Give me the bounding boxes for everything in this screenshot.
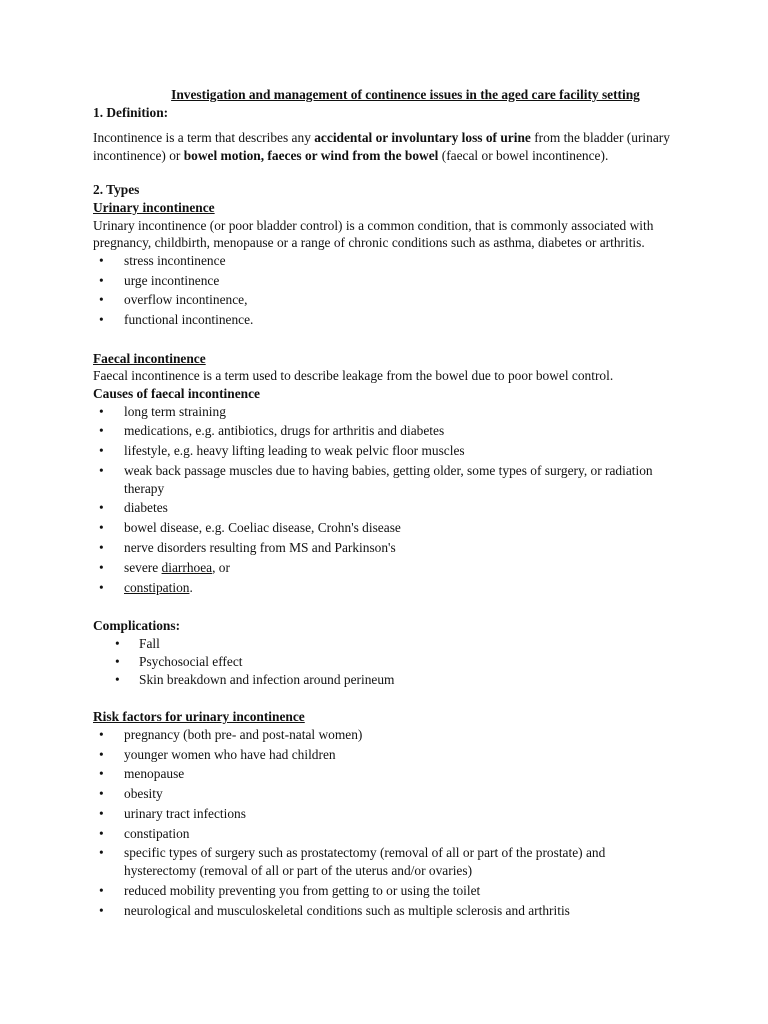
list-item: • reduced mobility preventing you from getting to or using the toilet	[93, 882, 678, 900]
list-item: • overflow incontinence,	[93, 291, 678, 309]
faecal-causes-heading: Causes of faecal incontinence	[93, 386, 260, 402]
list-item: • Fall	[93, 635, 678, 653]
list-item: • medications, e.g. antibiotics, drugs for arthritis and diabetes	[93, 422, 678, 440]
definition-bold-2: bowel motion, faeces or wind from the bowel	[183, 147, 439, 163]
list-item: • Psychosocial effect	[93, 653, 678, 671]
complications-heading: Complications:	[93, 618, 181, 634]
list-item: • neurological and musculoskeletal conditions such as multiple sclerosis and arthritis	[93, 902, 678, 920]
list-item: • weak back passage muscles due to having babies, getting older, some types of surgery, or radiation therapy	[93, 462, 678, 497]
complications-list	[93, 635, 678, 689]
document-title: Investigation and management of continence issues in the aged care facility setting	[171, 87, 640, 102]
list-item	[93, 579, 678, 597]
list-item: • long term straining	[93, 403, 678, 421]
definition-paragraph	[93, 129, 678, 164]
definition-bold-1: accidental or involuntary loss of urine	[314, 130, 531, 146]
types-heading: 2. Types	[93, 182, 140, 198]
severe-suffix: , or	[212, 559, 230, 575]
list-item: • specific types of surgery such as prostatectomy (removal of all or part of the prostate) and hysterectomy (removal of all or part of the uterus and/or ovaries)	[93, 844, 678, 879]
list-item: • stress incontinence	[93, 252, 678, 270]
definition-heading: 1. Definition:	[93, 104, 169, 120]
list-item: • diabetes	[93, 499, 678, 517]
list-item	[93, 559, 678, 577]
list-item: • urge incontinence	[93, 272, 678, 290]
list-item: • pregnancy (both pre- and post-natal women)	[93, 726, 678, 744]
severe-text: severe	[124, 559, 162, 575]
risk-factors-heading: Risk factors for urinary incontinence	[93, 709, 305, 725]
faecal-causes-list	[93, 403, 678, 596]
constipation-link[interactable]: constipation	[124, 579, 190, 595]
list-item: • bowel disease, e.g. Coeliac disease, Crohn's disease	[93, 519, 678, 537]
list-item: • urinary tract infections	[93, 805, 678, 823]
urinary-incontinence-heading: Urinary incontinence	[93, 199, 215, 215]
list-item: • obesity	[93, 785, 678, 803]
risk-factors-list	[93, 726, 678, 919]
diarrhoea-link[interactable]: diarrhoea	[161, 559, 213, 575]
list-item: • constipation	[93, 825, 678, 843]
urinary-incontinence-text: Urinary incontinence (or poor bladder control) is a common condition, that is commonly associated with pregnancy, childbirth, menopause or a range of chronic conditions such as asthma, diabetes or arthritis.	[93, 217, 654, 251]
definition-text-3: (faecal or bowel incontinence).	[438, 147, 609, 163]
list-item: • lifestyle, e.g. heavy lifting leading to weak pelvic floor muscles	[93, 442, 678, 460]
constipation-suffix: .	[189, 579, 193, 595]
faecal-incontinence-text: Faecal incontinence is a term used to describe leakage from the bowel due to poor bowel control.	[93, 368, 614, 384]
urinary-types-list	[93, 252, 678, 329]
list-item: • nerve disorders resulting from MS and Parkinson's	[93, 539, 678, 557]
definition-text-2: from the bladder (urinary incontinence) or	[93, 130, 670, 163]
list-item: • younger women who have had children	[93, 746, 678, 764]
list-item: • Skin breakdown and infection around perineum	[93, 671, 678, 689]
list-item: • functional incontinence.	[93, 311, 678, 329]
list-item: • menopause	[93, 765, 678, 783]
definition-text-1: Incontinence is a term that describes any	[93, 130, 315, 146]
faecal-incontinence-heading: Faecal incontinence	[93, 350, 206, 366]
